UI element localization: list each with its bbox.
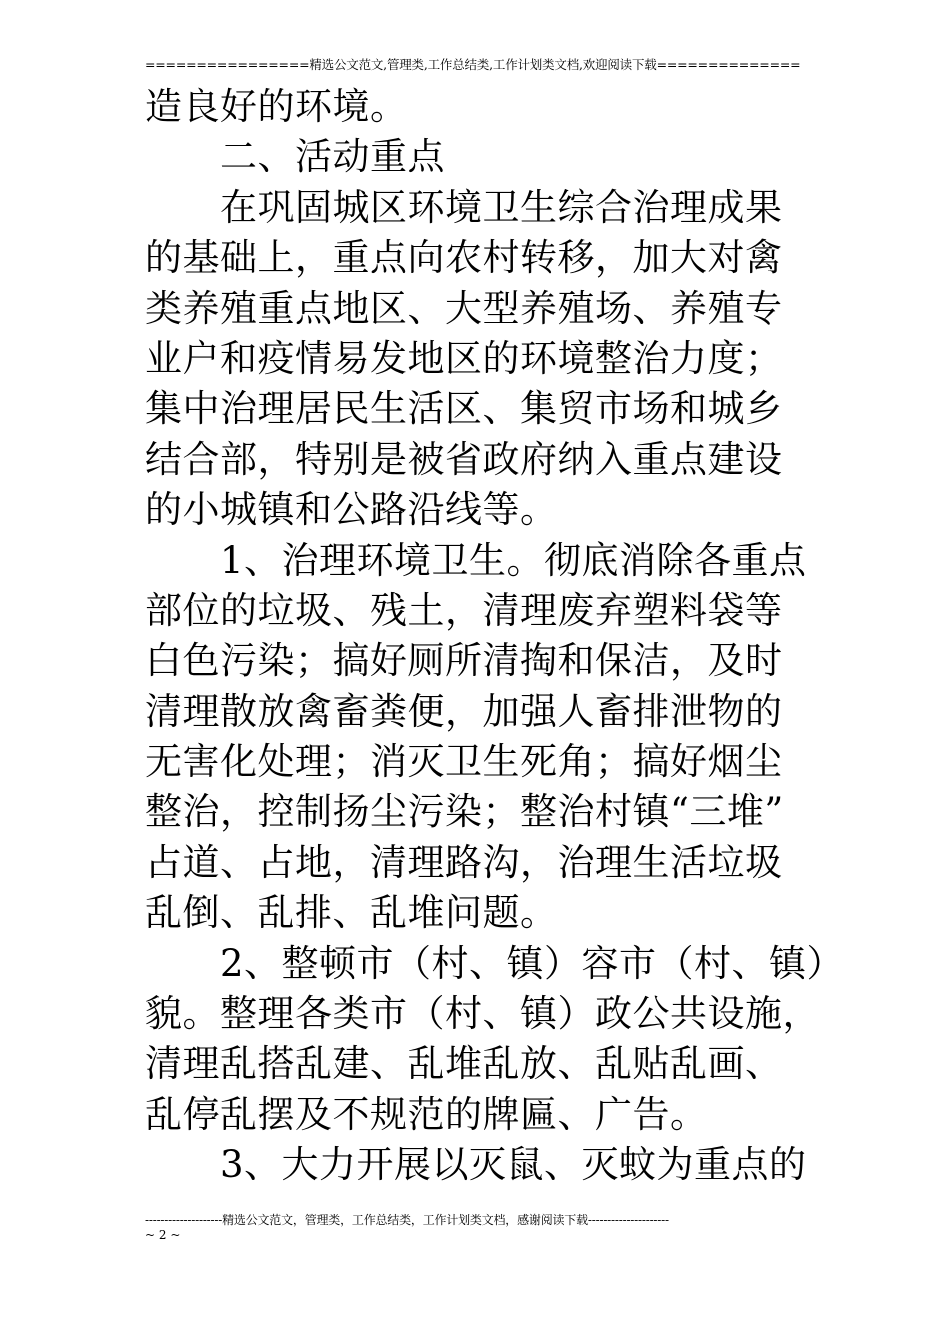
text-line: 清理乱搭乱建、乱堆乱放、乱贴乱画、 xyxy=(145,1042,783,1086)
page-number: ~ 2 ~ xyxy=(145,1228,181,1242)
text-line: 的小城镇和公路沿线等。 xyxy=(145,488,558,532)
text-line: 集中治理居民生活区、集贸市场和城乡 xyxy=(145,387,783,431)
text-line: 2、整顿市（村、镇）容市（村、镇） xyxy=(220,941,845,985)
text-line: 占道、占地，清理路沟，治理生活垃圾 xyxy=(145,840,783,884)
text-line: 整治，控制扬尘污染；整治村镇“三堆” xyxy=(145,790,784,834)
page-footer-banner: --------------------精选公文范文，管理类，工作总结类，工作计划类文档，感谢阅读下载--------------------- xyxy=(145,1213,669,1227)
text-line: 清理散放禽畜粪便，加强人畜排泄物的 xyxy=(145,689,783,733)
text-line: 1、治理环境卫生。彻底消除各重点 xyxy=(220,538,807,582)
text-line: 在巩固城区环境卫生综合治理成果 xyxy=(220,185,783,229)
page-header-banner: ================精选公文范文,管理类,工作总结类,工作计划类文档,欢迎阅读下载============== xyxy=(145,57,801,72)
text-line: 3、大力开展以灭鼠、灭蚊为重点的 xyxy=(220,1143,807,1187)
text-line: 乱停乱摆及不规范的牌匾、广告。 xyxy=(145,1092,708,1136)
text-line: 类养殖重点地区、大型养殖场、养殖专 xyxy=(145,286,783,330)
text-line: 乱倒、乱排、乱堆问题。 xyxy=(145,891,558,935)
text-line: 部位的垃圾、残土，清理废弃塑料袋等 xyxy=(145,588,783,632)
text-line: 白色污染；搞好厕所清掏和保洁，及时 xyxy=(145,639,783,683)
document-body xyxy=(145,82,845,1191)
text-line: 结合部，特别是被省政府纳入重点建设 xyxy=(145,437,783,481)
text-line: 业户和疫情易发地区的环境整治力度； xyxy=(145,336,783,380)
text-line: 的基础上，重点向农村转移，加大对禽 xyxy=(145,236,783,280)
text-line: 造良好的环境。 xyxy=(145,85,408,128)
text-line: 无害化处理；消灭卫生死角；搞好烟尘 xyxy=(145,740,783,784)
section-heading: 二、活动重点 xyxy=(220,135,445,179)
text-line: 貌。整理各类市（村、镇）政公共设施， xyxy=(145,992,820,1036)
